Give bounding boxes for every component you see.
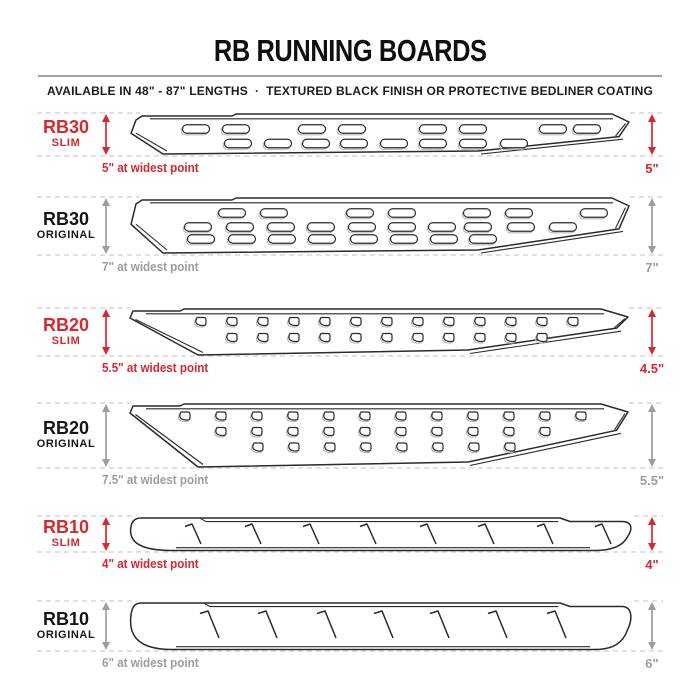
board-label-rb10-slim — [16, 518, 116, 550]
board-illustration-rb20-original — [130, 404, 628, 467]
board-illustration-rb10-slim — [131, 518, 631, 551]
page-title-wrap — [0, 33, 700, 69]
dimension-arrow-right-rb30-original — [648, 198, 656, 254]
board-row-rb20-slim — [37, 308, 663, 356]
board-illustration-rb30-original — [131, 198, 629, 253]
board-label-rb30-slim — [16, 118, 116, 150]
dimension-arrow-right-rb30-slim — [648, 114, 656, 155]
height-label-rb10-original: 6" — [645, 656, 659, 671]
model-variant: ORIGINAL — [36, 629, 96, 641]
board-label-rb20-original — [16, 419, 116, 451]
model-name: RB20 — [42, 418, 90, 438]
board-row-rb10-original — [37, 601, 663, 651]
board-row-rb10-slim — [37, 516, 663, 552]
page-title: RB RUNNING BOARDS — [213, 33, 487, 68]
width-label-rb10-original: 6" at widest point — [102, 656, 199, 670]
board-illustration-rb10-original — [131, 603, 631, 650]
board-row-rb30-original — [37, 197, 663, 255]
height-label-rb30-slim: 5" — [645, 161, 659, 176]
width-label-rb30-original: 7" at widest point — [102, 260, 199, 274]
model-variant: SLIM — [51, 335, 81, 347]
dimension-arrow-right-rb20-original — [648, 404, 656, 467]
title-divider — [38, 75, 662, 77]
model-variant: ORIGINAL — [36, 438, 96, 450]
width-label-rb20-slim: 5.5" at widest point — [102, 361, 209, 375]
dimension-arrow-right-rb10-original — [648, 602, 656, 650]
height-label-rb20-original: 5.5" — [639, 473, 665, 488]
width-label-rb30-slim: 5" at widest point — [102, 161, 199, 175]
height-label-rb30-original: 7" — [645, 260, 659, 275]
height-label-rb10-slim: 4" — [645, 557, 659, 572]
board-row-rb30-slim — [37, 113, 663, 156]
board-label-rb30-original — [16, 210, 116, 242]
height-label-rb20-slim: 4.5" — [639, 361, 665, 376]
subtitle-lengths: AVAILABLE IN 48" - 87" LENGTHS — [46, 84, 248, 98]
model-name: RB30 — [42, 117, 90, 137]
board-illustration-rb20-slim — [130, 309, 628, 355]
width-label-rb10-slim: 4" at widest point — [102, 557, 199, 571]
model-variant: SLIM — [51, 537, 81, 549]
subtitle — [0, 84, 700, 98]
board-row-rb20-original — [37, 403, 663, 468]
model-variant: SLIM — [51, 137, 81, 149]
board-label-rb20-slim — [16, 316, 116, 348]
dimension-arrow-right-rb10-slim — [648, 517, 656, 551]
model-name: RB10 — [42, 517, 90, 537]
model-variant: ORIGINAL — [36, 229, 96, 241]
width-label-rb20-original: 7.5" at widest point — [102, 473, 209, 487]
board-label-rb10-original — [16, 610, 116, 642]
board-illustration-rb30-slim — [131, 114, 629, 154]
model-name: RB30 — [42, 209, 90, 229]
subtitle-separator: · — [254, 84, 260, 98]
model-name: RB10 — [42, 609, 90, 629]
subtitle-finish: TEXTURED BLACK FINISH OR PROTECTIVE BEDLINER COATING — [266, 84, 654, 98]
model-name: RB20 — [42, 315, 90, 335]
dimension-arrow-right-rb20-slim — [648, 309, 656, 355]
